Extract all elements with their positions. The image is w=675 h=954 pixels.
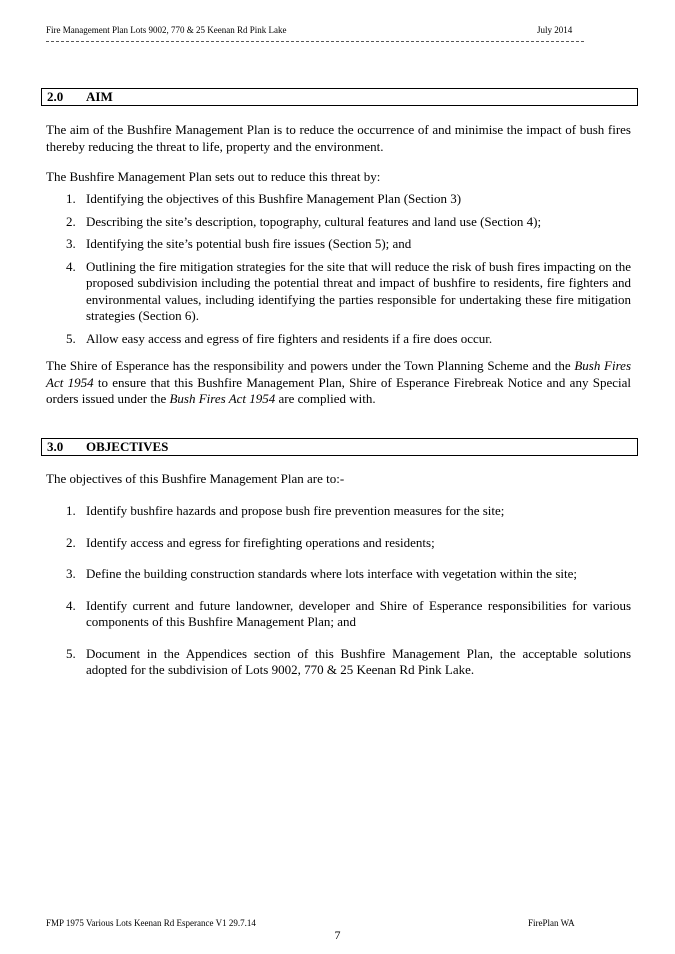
list-item-number: 1.	[66, 503, 76, 518]
list-item-text: Identify bushfire hazards and propose bush fire prevention measures for the site;	[86, 503, 505, 518]
aim-p3-text-a: The Shire of Esperance has the responsibility and powers under the Town Planning Scheme and the	[46, 358, 575, 373]
list-item-text: Outlining the fire mitigation strategies for the site that will reduce the risk of bush fires impacting on the proposed subdivision including the potential threat and impact of bushfire to residents, fire fighters and environmental values, including identifying the parties responsible for undertaking these fire mitigation strategies (Section 6).	[86, 258, 631, 323]
list-item-text: Document in the Appendices section of this Bushfire Management Plan, the acceptable solutions adopted for the subdivision of Lots 9002, 770 & 25 Keenan Rd Pink Lake.	[86, 645, 631, 677]
list-item-text: Identifying the objectives of this Bushfire Management Plan (Section 3)	[86, 191, 462, 206]
list-item	[46, 646, 631, 679]
list-item-number: 3.	[66, 236, 76, 251]
list-item-text: Describing the site’s description, topography, cultural features and land use (Section 4);	[86, 213, 542, 229]
aim-paragraph-3	[46, 358, 631, 408]
list-item	[46, 236, 631, 253]
list-item	[46, 331, 631, 348]
aim-paragraph-1: The aim of the Bushfire Management Plan is to reduce the occurrence of and minimise the impact of bush fires thereby reducing the threat to life, property and the environment.	[46, 122, 631, 154]
header-divider	[46, 41, 584, 42]
header-left-text: Fire Management Plan Lots 9002, 770 & 25 Keenan Rd Pink Lake	[46, 25, 287, 35]
list-item	[46, 503, 631, 520]
list-item-number: 2.	[66, 213, 76, 229]
page-number: 7	[334, 928, 341, 942]
list-item-number: 3.	[66, 566, 76, 581]
list-item-number: 5.	[66, 645, 76, 661]
aim-p3-text-c: to ensure that this Bushfire Management Plan, Shire of Esperance Firebreak Notice and any Special orders issued under the	[46, 374, 631, 406]
list-item-number: 2.	[66, 534, 76, 550]
act-name-italic: Bush Fires Act 1954	[46, 358, 632, 390]
list-item-number: 5.	[66, 330, 76, 346]
list-item-text: Identify current and future landowner, developer and Shire of Esperance responsibilities for various components of this Bushfire Management Plan; and	[86, 597, 631, 629]
list-item-text: Allow easy access and egress of fire fighters and residents if a fire does occur.	[86, 330, 493, 346]
list-item	[46, 191, 631, 208]
footer-document-id: FMP 1975 Various Lots Keenan Rd Esperance V1 29.7.14	[46, 918, 256, 928]
section-number: 2.0	[47, 89, 64, 104]
list-item-number: 4.	[66, 597, 76, 613]
list-item	[46, 598, 631, 631]
section-heading-objectives	[41, 438, 638, 456]
act-name-italic: Bush Fires Act 1954	[169, 391, 276, 406]
footer-company: FirePlan WA	[528, 918, 575, 928]
objectives-list	[46, 503, 631, 679]
aim-p3-text-e: are complied with.	[275, 391, 376, 406]
list-item-text: Identifying the site’s potential bush fire issues (Section 5); and	[86, 236, 412, 251]
aim-list	[46, 191, 631, 347]
objectives-intro: The objectives of this Bushfire Management Plan are to:-	[46, 471, 345, 486]
list-item-number: 4.	[66, 258, 76, 274]
list-item-number: 1.	[66, 191, 76, 206]
header-date: July 2014	[537, 25, 573, 35]
section-title: OBJECTIVES	[86, 439, 169, 454]
list-item	[46, 214, 631, 231]
list-item	[46, 535, 631, 552]
section-heading-aim	[41, 88, 638, 106]
list-item-text: Define the building construction standards where lots interface with vegetation within the site;	[86, 566, 577, 581]
list-item-text: Identify access and egress for firefighting operations and residents;	[86, 534, 435, 550]
list-item	[46, 566, 631, 583]
list-item	[46, 259, 631, 325]
aim-paragraph-2: The Bushfire Management Plan sets out to reduce this threat by:	[46, 169, 381, 184]
section-title: AIM	[86, 89, 113, 104]
section-number: 3.0	[47, 439, 64, 454]
